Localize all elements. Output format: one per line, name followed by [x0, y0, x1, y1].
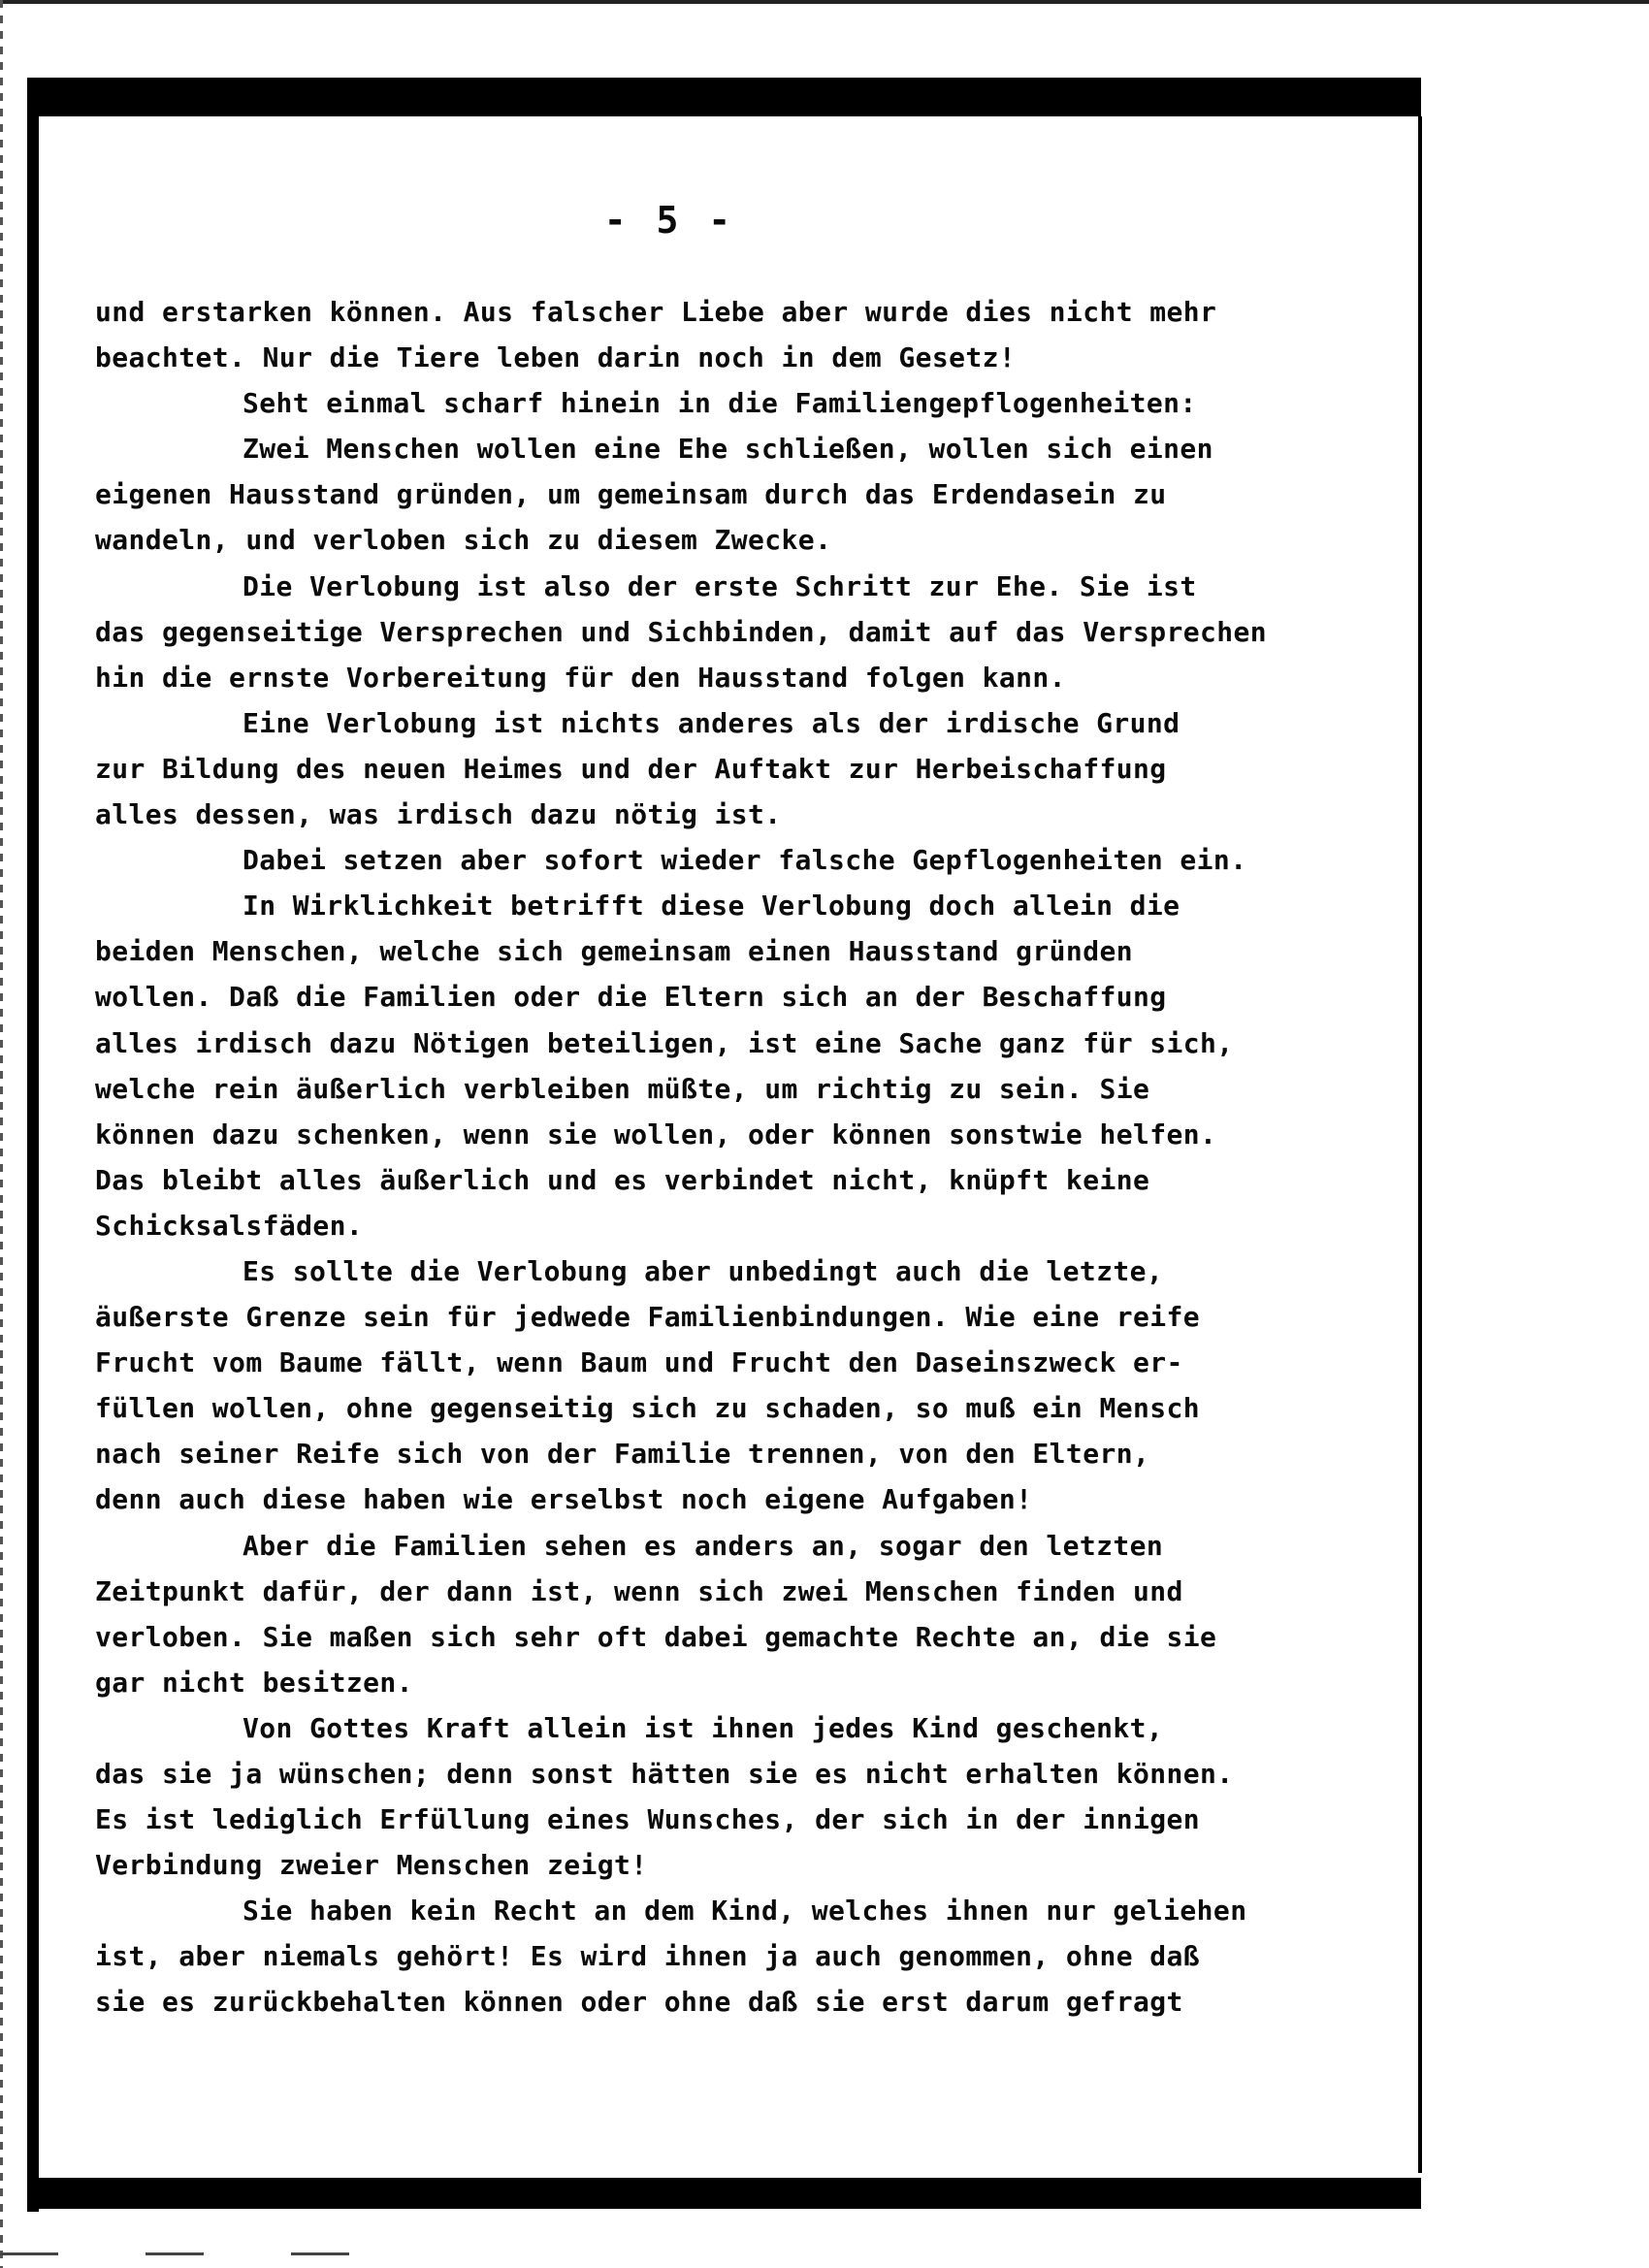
text-line: Seht einmal scharf hinein in die Familiengepflogenheiten:	[242, 387, 1197, 420]
text-line: In Wirklichkeit betrifft diese Verlobung doch allein die	[242, 890, 1180, 923]
text-line: Zeitpunkt dafür, der dann ist, wenn sich zwei Menschen finden und	[95, 1574, 1183, 1607]
text-line: Aber die Familien sehen es anders an, sogar den letzten	[242, 1529, 1164, 1562]
text-line: eigenen Hausstand gründen, um gemeinsam durch das Erdendasein zu	[95, 478, 1167, 511]
text-line: füllen wollen, ohne gegenseitig sich zu schaden, so muß ein Mensch	[95, 1392, 1200, 1425]
text-line: welche rein äußerlich verbleiben müßte, um richtig zu sein. Sie	[95, 1072, 1150, 1105]
text-line: hin die ernste Vorbereitung für den Hausstand folgen kann.	[95, 661, 1066, 694]
text-line: wandeln, und verloben sich zu diesem Zwecke.	[95, 524, 832, 557]
text-line: Sie haben kein Recht an dem Kind, welches ihnen nur geliehen	[242, 1895, 1247, 1928]
text-line: zur Bildung des neuen Heimes und der Auftakt zur Herbeischaffung	[95, 752, 1167, 785]
scan-edge-top	[0, 0, 1649, 4]
frame-border-right	[1418, 116, 1422, 2173]
text-line: ist, aber niemals gehört! Es wird ihnen ja auch genommen, ohne daß	[95, 1940, 1200, 1973]
text-line: das gegenseitige Versprechen und Sichbinden, damit auf das Versprechen	[95, 615, 1268, 648]
text-line: können dazu schenken, wenn sie wollen, oder können sonstwie helfen.	[95, 1118, 1217, 1150]
frame-border-top	[27, 78, 1421, 116]
document-body	[95, 289, 1414, 2025]
text-line: äußerste Grenze sein für jedwede Familienbindungen. Wie eine reife	[95, 1301, 1200, 1334]
text-line: Dabei setzen aber sofort wieder falsche Gepflogenheiten ein.	[242, 844, 1247, 877]
text-line: Das bleibt alles äußerlich und es verbindet nicht, knüpft keine	[95, 1163, 1150, 1196]
text-line: nach seiner Reife sich von der Familie trennen, von den Eltern,	[95, 1438, 1150, 1471]
text-line: Es sollte die Verlobung aber unbedingt auch die letzte,	[242, 1254, 1164, 1287]
text-line: denn auch diese haben wie erselbst noch eigene Aufgaben!	[95, 1483, 1033, 1516]
text-line: alles dessen, was irdisch dazu nötig ist.	[95, 798, 782, 831]
scan-edge-left	[0, 0, 3, 2268]
text-line: beachtet. Nur die Tiere leben darin noch in dem Gesetz!	[95, 341, 1017, 374]
text-line: Von Gottes Kraft allein ist ihnen jedes Kind geschenkt,	[242, 1711, 1164, 1744]
scan-marks-bottom	[0, 2252, 388, 2255]
text-line: Eine Verlobung ist nichts anderes als der irdische Grund	[242, 706, 1180, 739]
text-line: Die Verlobung ist also der erste Schritt zur Ehe. Sie ist	[242, 569, 1197, 602]
text-line: Frucht vom Baume fällt, wenn Baum und Frucht den Daseinszweck er-	[95, 1346, 1183, 1379]
text-line: Verbindung zweier Menschen zeigt!	[95, 1849, 648, 1882]
text-line: wollen. Daß die Familien oder die Eltern sich an der Beschaffung	[95, 981, 1167, 1014]
text-line: Es ist lediglich Erfüllung eines Wunsches, der sich in der innigen	[95, 1803, 1200, 1836]
text-line: verloben. Sie maßen sich sehr oft dabei gemachte Rechte an, die sie	[95, 1620, 1217, 1653]
frame-border-bottom	[27, 2178, 1421, 2209]
frame-border-left	[27, 78, 39, 2212]
text-line: das sie ja wünschen; denn sonst hätten sie es nicht erhalten können.	[95, 1758, 1234, 1790]
text-line: beiden Menschen, welche sich gemeinsam einen Hausstand gründen	[95, 935, 1133, 968]
text-line: Schicksalsfäden.	[95, 1209, 364, 1242]
text-line: gar nicht besitzen.	[95, 1666, 413, 1699]
page-number: - 5 -	[603, 199, 735, 242]
text-line: Zwei Menschen wollen eine Ehe schließen, wollen sich einen	[242, 433, 1213, 466]
text-line: alles irdisch dazu Nötigen beteiligen, ist eine Sache ganz für sich,	[95, 1026, 1234, 1059]
text-line: und erstarken können. Aus falscher Liebe aber wurde dies nicht mehr	[95, 296, 1217, 328]
text-line: sie es zurückbehalten können oder ohne daß sie erst darum gefragt	[95, 1986, 1183, 2019]
